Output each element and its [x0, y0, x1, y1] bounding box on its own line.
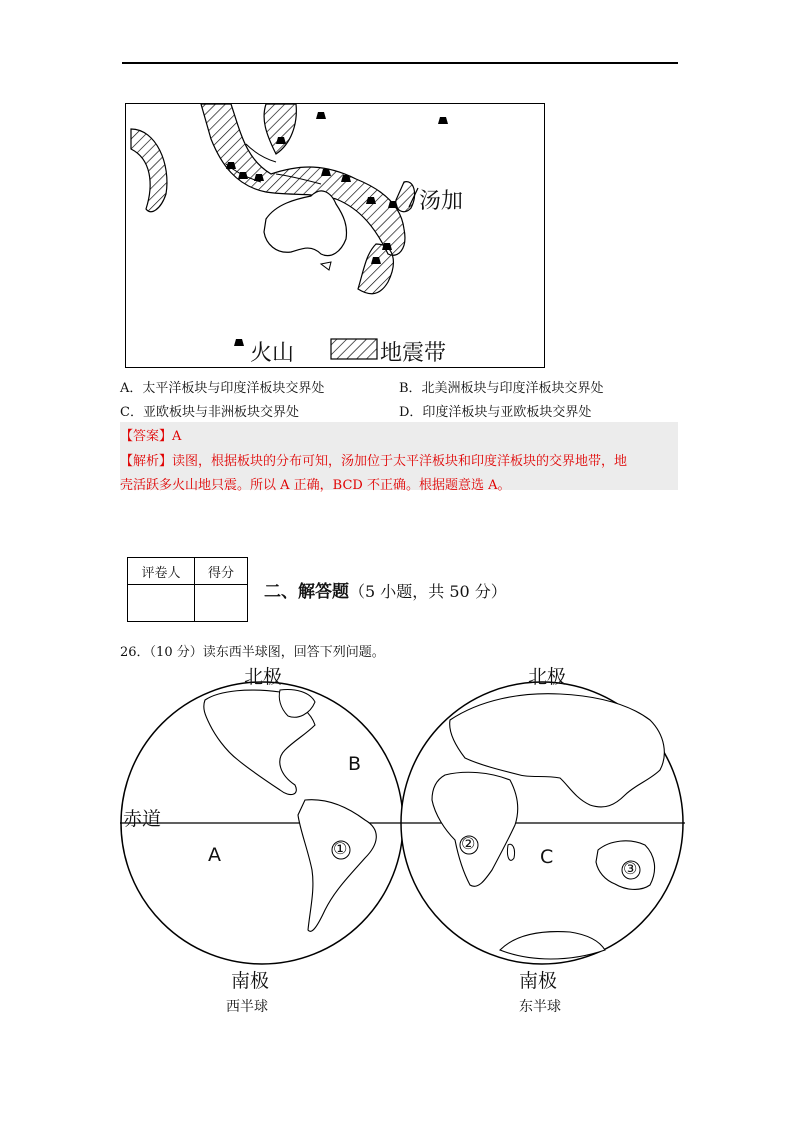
answer-tag: 【答案】	[120, 429, 173, 444]
option-c: C．亚欧板块与非洲板块交界处	[120, 405, 299, 420]
mark-3: ③	[623, 859, 638, 878]
reviewer-cell	[128, 585, 195, 622]
answer-value: A	[172, 429, 182, 444]
madagascar-outline	[507, 844, 514, 860]
option-a: A．太平洋板块与印度洋板块交界处	[120, 381, 325, 396]
hemispheres-drawing	[120, 680, 685, 970]
analysis-line-2: 壳活跃多火山地只震。所以 A 正确，BCD 不正确。根据题意选 A。	[120, 478, 511, 493]
score-header: 得分	[195, 558, 248, 585]
score-table	[127, 557, 248, 622]
section-title	[264, 577, 507, 602]
analysis-text-1: 读图，根据板块的分布可知，汤加位于太平洋板块和印度洋板块的交界地带，地	[172, 454, 628, 469]
legend-quake-label: 地震带	[380, 341, 447, 366]
seismic-belt-tonga	[396, 182, 415, 212]
legend-volcano-label: 火山	[250, 341, 295, 366]
north-pole-label-west: 北极	[244, 666, 283, 688]
label-a: A	[208, 844, 221, 866]
section-title-text: 二、解答题	[264, 582, 349, 602]
label-b: B	[348, 753, 362, 775]
tonga-map-drawing	[126, 104, 545, 368]
seismic-belt-north	[264, 104, 296, 154]
seismic-belt-nz	[358, 244, 393, 294]
mark-1: ①	[333, 839, 348, 858]
equator-label: 赤道	[123, 808, 162, 830]
tasmania-outline	[321, 262, 331, 270]
western-hemisphere-caption: 西半球	[226, 999, 268, 1015]
south-pole-label-east: 南极	[519, 970, 558, 992]
label-c: C	[540, 846, 554, 868]
option-d: D．印度洋板块与亚欧板块交界处	[399, 405, 592, 420]
analysis-line-1	[120, 450, 627, 469]
analysis-tag: 【解析】	[120, 454, 173, 469]
section-subtitle: （5 小题，共 50 分）	[349, 582, 507, 601]
mark-2: ②	[461, 834, 476, 853]
north-pole-label-east: 北极	[528, 666, 567, 688]
legend-hatch-swatch	[331, 339, 377, 359]
header-rule	[122, 62, 678, 64]
question-26: 26．（10 分）读东西半球图，回答下列问题。	[120, 645, 385, 660]
australia-outline	[264, 191, 347, 256]
tonga-label: 汤加	[419, 189, 464, 214]
option-b: B．北美洲板块与印度洋板块交界处	[399, 381, 604, 396]
south-pole-label-west: 南极	[231, 970, 270, 992]
seismic-belt-west	[131, 129, 167, 212]
answer-line	[120, 425, 181, 444]
score-cell	[195, 585, 248, 622]
tonga-map	[125, 103, 545, 368]
reviewer-header: 评卷人	[128, 558, 195, 585]
eastern-hemisphere-caption: 东半球	[519, 999, 561, 1015]
